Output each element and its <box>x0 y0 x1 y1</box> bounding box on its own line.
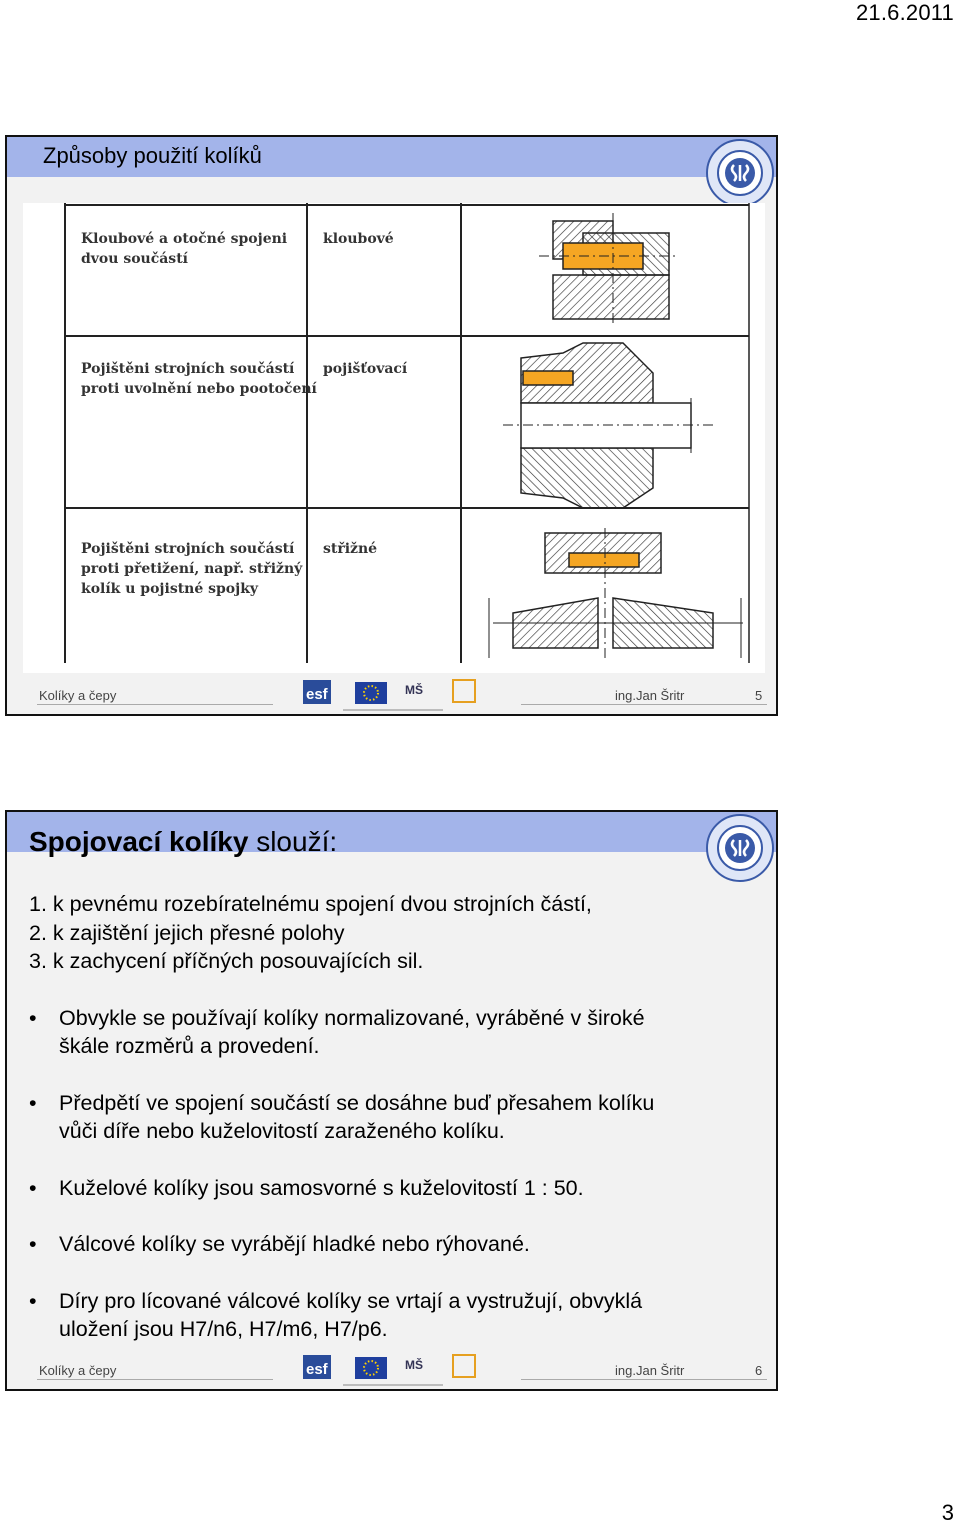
slide-title <box>29 826 337 858</box>
bullet-line: Předpětí ve spojení součástí se dosáhne buď přesahem kolíku <box>59 1090 655 1115</box>
slide-number: 5 <box>755 688 763 703</box>
bullet-dot-icon: • <box>29 1005 37 1030</box>
bullet-line: Válcové kolíky se vyrábějí hladké nebo rýhované. <box>59 1232 530 1256</box>
shear-pin-coupling-drawing <box>489 528 743 658</box>
numbered-item: 3. k zachycení příčných posouvajících sil. <box>29 949 424 973</box>
school-logo-icon <box>704 137 776 209</box>
title-rest: slouží: <box>248 826 338 857</box>
row1-type: kloubové <box>323 231 394 247</box>
pin-usage-table <box>23 203 765 673</box>
row2-purpose-line1: Pojištěni strojních součástí <box>81 361 295 377</box>
row2-type: pojišťovací <box>323 361 408 377</box>
bullet-item <box>29 1004 759 1061</box>
bullet-dot-icon: • <box>29 1090 37 1115</box>
slide-6 <box>5 810 778 1391</box>
row1-purpose-line2: dvou součástí <box>81 251 188 267</box>
row2-purpose <box>81 359 317 399</box>
footer-topic: Kolíky a čepy <box>39 688 117 703</box>
school-logo-icon <box>704 812 776 884</box>
esf-logo-icon: esf <box>306 686 328 703</box>
row3-type: střižné <box>323 541 378 557</box>
bullet-item <box>29 1230 759 1259</box>
bullet-line: škále rozměrů a provedení. <box>59 1034 320 1058</box>
page-date: 21.6.2011 <box>855 0 954 25</box>
msmt-logo-icon: MŠ <box>405 683 423 697</box>
slide-5 <box>5 135 778 716</box>
bullet-line: Díry pro lícované válcové kolíky se vrtají a vystružují, obvyklá <box>59 1288 643 1313</box>
numbered-item: 1. k pevnému rozebíratelnému spojení dvou strojních částí, <box>29 892 592 916</box>
footer-author: ing.Jan Šritr <box>615 1363 685 1378</box>
bullet-dot-icon: • <box>29 1175 37 1200</box>
footer-topic: Kolíky a čepy <box>39 1363 117 1378</box>
funding-logos <box>303 678 493 719</box>
bullet-line: Kuželové kolíky jsou samosvorné s kuželovitostí 1 : 50. <box>59 1175 584 1200</box>
slide-number: 6 <box>755 1363 763 1378</box>
row3-purpose-line1: Pojištěni strojních součástí <box>81 541 295 557</box>
bullet-dot-icon: • <box>29 1288 37 1313</box>
msmt-logo-icon: MŠ <box>405 1358 423 1372</box>
row2-purpose-line2: proti uvolnění nebo pootočení <box>81 381 317 397</box>
bullet-line: Obvykle se používají kolíky normalizované, vyráběné v široké <box>59 1005 645 1030</box>
slide-footer <box>7 1349 776 1389</box>
esf-logo-icon: esf <box>306 1361 328 1378</box>
row3-purpose <box>81 539 302 599</box>
funding-logos <box>303 1353 493 1394</box>
footer-author: ing.Jan Šritr <box>615 688 685 703</box>
bullet-item <box>29 1287 759 1344</box>
bullet-line: vůči díře nebo kuželovitostí zaraženého kolíku. <box>59 1119 505 1143</box>
slide-content <box>29 890 759 1344</box>
row3-purpose-line2: proti přetižení, např. střižný <box>81 561 303 577</box>
slide-footer <box>7 674 776 714</box>
bullet-dot-icon: • <box>29 1232 37 1256</box>
row1-purpose-line1: Kloubové a otočné spojeni <box>81 231 288 247</box>
title-bold: Spojovací kolíky <box>29 826 249 857</box>
hinge-joint-drawing <box>539 213 679 327</box>
page-number: 3 <box>941 1500 954 1525</box>
row3-purpose-line3: kolík u pojistné spojky <box>81 581 259 597</box>
slide-title: Způsoby použití kolíků <box>43 143 262 168</box>
bullet-line: uložení jsou H7/n6, H7/m6, H7/p6. <box>59 1317 388 1341</box>
bullet-item <box>29 1174 759 1203</box>
bullet-item <box>29 1089 759 1146</box>
row1-purpose <box>81 229 287 269</box>
locking-pin-drawing <box>503 343 713 508</box>
numbered-item: 2. k zajištění jejich přesné polohy <box>29 920 345 945</box>
